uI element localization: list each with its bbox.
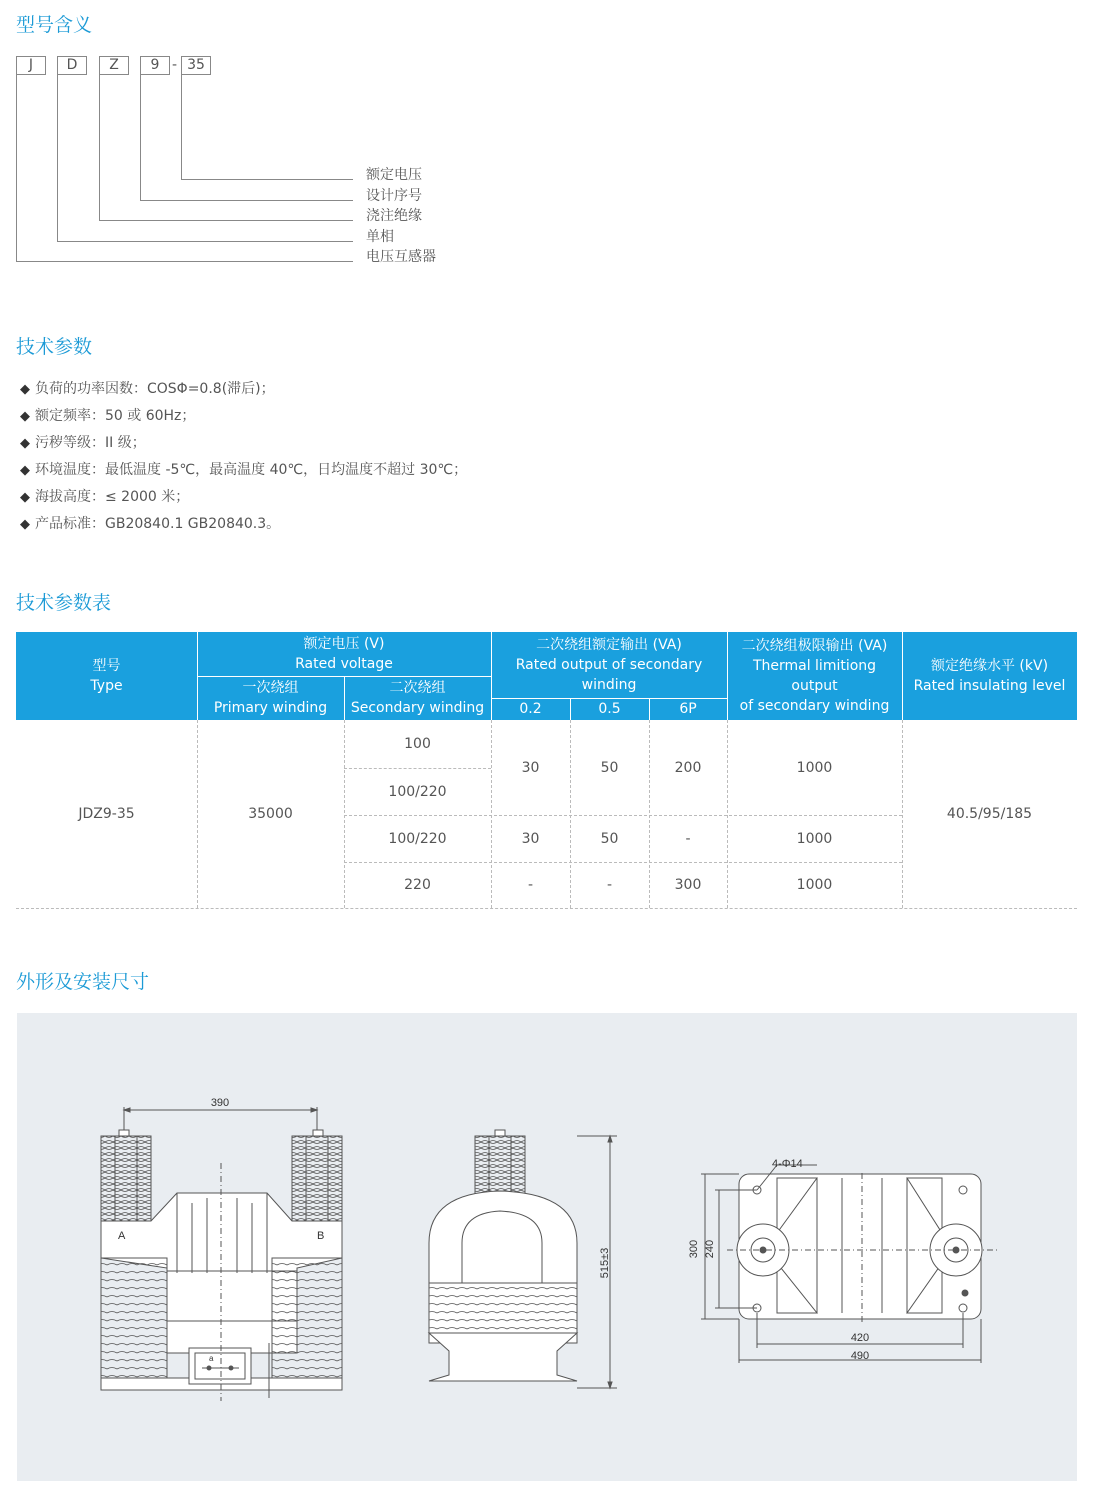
section-title-tech-params: 技术参数 — [16, 336, 93, 358]
code-part-j: J — [16, 56, 46, 75]
cell-g1-c6p: 200 — [674, 759, 702, 776]
leader-h-35 — [181, 179, 353, 180]
param-text: 海拔高度：≤ 2000 米； — [35, 489, 190, 505]
code-label-voltage-transformer: 电压互感器 — [366, 249, 436, 265]
dimension-drawing-panel — [17, 1013, 1077, 1481]
dim-420: 420 — [850, 1332, 870, 1344]
th-secondary-winding: 二次绕组 Secondary winding — [344, 676, 491, 720]
code-part-d: D — [57, 56, 87, 75]
cell-g1-c05: 50 — [600, 759, 619, 776]
code-part-35: 35 — [181, 56, 211, 75]
leader-h-9 — [140, 200, 353, 201]
cell-secondary-2: 100/220 — [388, 783, 447, 800]
param-text: 额定频率：50 或 60Hz； — [35, 408, 196, 424]
code-label-rated-voltage: 额定电压 — [366, 167, 422, 183]
param-text: 负荷的功率因数：COSΦ=0.8(滞后)； — [35, 381, 275, 397]
leader-v-9 — [140, 75, 141, 200]
cell-g3-c02: - — [527, 877, 534, 893]
front-view — [101, 1107, 342, 1401]
side-view — [429, 1130, 617, 1388]
cell-primary-voltage: 35000 — [248, 806, 293, 822]
leader-h-d — [57, 241, 353, 242]
leader-v-35 — [181, 75, 182, 179]
param-text: 环境温度：最低温度 -5℃，最高温度 40℃，日均温度不超过 30℃； — [35, 462, 468, 478]
param-text: 污秽等级：II 级； — [35, 435, 146, 451]
dim-300: 300 — [688, 1239, 700, 1259]
th-rated-output: 二次绕组额定输出 (VA) Rated output of secondary winding — [491, 632, 727, 698]
param-list — [20, 378, 467, 540]
cell-g2-c02: 30 — [521, 830, 540, 847]
th-rated-voltage: 额定电压 (V) Rated voltage — [197, 632, 491, 676]
diamond-bullet-icon: ◆ — [20, 382, 30, 397]
code-label-single-phase: 单相 — [366, 229, 394, 245]
label-a: A — [118, 1230, 126, 1242]
code-label-cast-insulation: 浇注绝缘 — [366, 208, 422, 224]
cell-model: JDZ9-35 — [78, 806, 135, 822]
top-view — [701, 1165, 997, 1363]
param-text: 产品标准：GB20840.1 GB20840.3。 — [35, 516, 281, 532]
cell-secondary-3: 100/220 — [388, 830, 447, 847]
leader-v-z — [99, 75, 100, 220]
th-limit-output: 二次绕组极限输出 (VA) Thermal limitiong output of secondary winding — [727, 632, 902, 720]
cell-g3-c05: - — [606, 877, 613, 893]
label-a-small: a — [209, 1354, 214, 1363]
param-item — [20, 378, 467, 405]
th-insulation-level: 额定绝缘水平 (kV) Rated insulating level — [902, 632, 1077, 720]
cell-secondary-1: 100 — [404, 736, 431, 752]
th-class-02: 0.2 — [491, 698, 570, 720]
th-primary-winding: 一次绕组 Primary winding — [197, 676, 344, 720]
param-item — [20, 513, 467, 540]
label-b: B — [317, 1230, 325, 1242]
leader-v-d — [57, 75, 58, 241]
diamond-bullet-icon: ◆ — [20, 436, 30, 451]
code-part-z: Z — [99, 56, 129, 75]
th-type: 型号 Type — [16, 632, 197, 720]
cell-secondary-4: 220 — [404, 877, 431, 893]
leader-h-z — [99, 220, 353, 221]
dim-515: 515±3 — [599, 1247, 611, 1279]
dim-490: 490 — [850, 1350, 870, 1362]
th-class-6p: 6P — [649, 698, 727, 720]
diamond-bullet-icon: ◆ — [20, 409, 30, 424]
cell-g1-c02: 30 — [521, 759, 540, 776]
cell-g3-limit: 1000 — [796, 877, 833, 893]
diamond-bullet-icon: ◆ — [20, 490, 30, 505]
leader-v-j — [16, 75, 17, 261]
param-item — [20, 405, 467, 432]
section-title-dimensions: 外形及安装尺寸 — [16, 971, 150, 993]
code-dash: - — [172, 57, 178, 73]
param-item — [20, 432, 467, 459]
dim-holes: 4-Φ14 — [772, 1158, 803, 1170]
cell-g2-c05: 50 — [600, 830, 619, 847]
cell-g2-c6p: - — [685, 830, 691, 847]
cell-g3-c6p: 300 — [674, 877, 702, 893]
diamond-bullet-icon: ◆ — [20, 463, 30, 478]
cell-insulation-level: 40.5/95/185 — [946, 806, 1033, 822]
leader-h-j — [16, 261, 353, 262]
param-item — [20, 459, 467, 486]
section-title-tech-table: 技术参数表 — [16, 592, 112, 614]
dim-390: 390 — [210, 1097, 230, 1109]
outline-drawing — [17, 1013, 1077, 1481]
code-part-9: 9 — [140, 56, 170, 75]
diamond-bullet-icon: ◆ — [20, 517, 30, 532]
dim-240: 240 — [704, 1239, 716, 1259]
param-item — [20, 486, 467, 513]
code-label-design-serial: 设计序号 — [366, 188, 422, 204]
section-title-model-meaning: 型号含义 — [16, 14, 93, 36]
cell-g1-limit: 1000 — [796, 759, 833, 776]
th-class-05: 0.5 — [570, 698, 649, 720]
cell-g2-limit: 1000 — [796, 830, 833, 847]
